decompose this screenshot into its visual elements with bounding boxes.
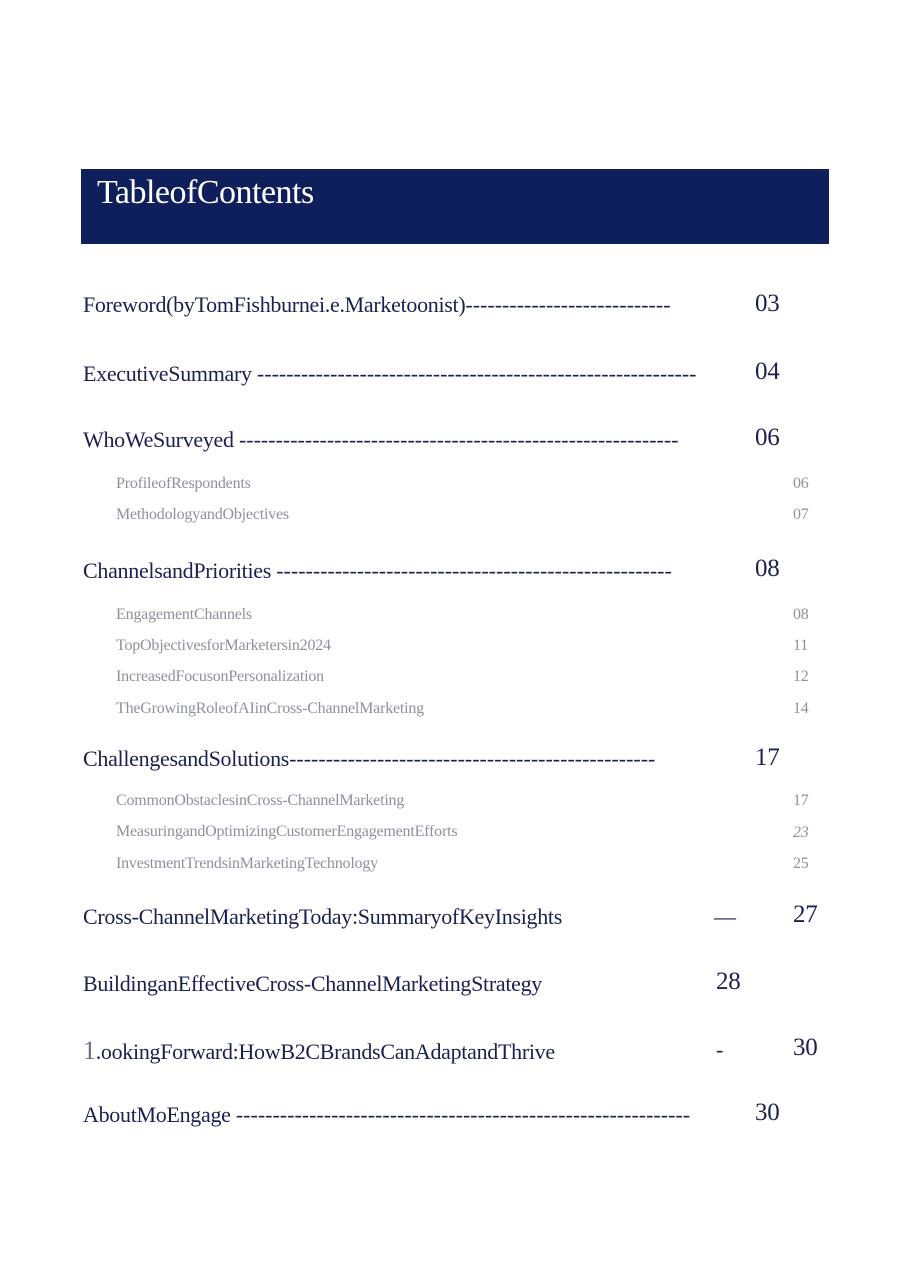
toc-subentry-title: CommonObstaclesinCross-ChannelMarketing xyxy=(116,792,405,809)
toc-entry-channels-priorities[interactable] xyxy=(83,558,672,584)
toc-subentry-page: 12 xyxy=(793,668,809,685)
toc-subentry-page: 23 xyxy=(793,824,809,841)
toc-subentry[interactable] xyxy=(116,855,378,873)
toc-entry-page: 30 xyxy=(755,1099,780,1126)
toc-entry-foreword[interactable] xyxy=(83,292,671,318)
toc-leader-dots: ------------------------------------------------------------ xyxy=(256,361,697,386)
toc-entry-about-moengage[interactable] xyxy=(83,1102,690,1128)
toc-subentry[interactable] xyxy=(116,700,424,718)
toc-subentry-title: TheGrowingRoleofAIinCross-ChannelMarketing xyxy=(116,700,424,717)
toc-entry-summary-key-insights[interactable] xyxy=(83,904,562,930)
toc-subentry[interactable] xyxy=(116,668,324,686)
toc-subentry[interactable] xyxy=(116,475,251,493)
toc-leader-dots: -------------------------------------------------------------- xyxy=(235,1102,691,1127)
toc-entry-title: Foreword(byTomFishburnei.e.Marketoonist) xyxy=(83,292,466,317)
toc-leader-dots: -------------------------------------------------- xyxy=(289,746,656,771)
page-title: TableofContents xyxy=(97,174,314,211)
toc-subentry-title: MeasuringandOptimizingCustomerEngagementEfforts xyxy=(116,823,458,840)
toc-subentry-title: InvestmentTrendsinMarketingTechnology xyxy=(116,855,378,872)
toc-entry-building-strategy[interactable] xyxy=(83,971,542,997)
toc-entry-page: 27 xyxy=(793,901,818,928)
toc-subentry[interactable] xyxy=(116,506,289,524)
toc-entry-page: 08 xyxy=(755,555,780,582)
toc-header-bar xyxy=(81,169,829,244)
toc-subentry-page: 11 xyxy=(793,637,809,654)
toc-entry-title: BuildinganEffectiveCross-ChannelMarketingStrategy xyxy=(83,971,543,996)
toc-subentry-page: 25 xyxy=(793,855,809,872)
toc-subentry[interactable] xyxy=(116,637,331,655)
toc-entry-who-we-surveyed[interactable] xyxy=(83,427,679,453)
toc-entry-challenges-solutions[interactable] xyxy=(83,746,655,772)
toc-subentry-page: 17 xyxy=(793,792,809,809)
toc-entry-executive-summary[interactable] xyxy=(83,361,697,387)
toc-subentry-page: 14 xyxy=(793,700,809,717)
toc-entry-page: 30 xyxy=(793,1034,818,1061)
toc-entry-page: 28 xyxy=(716,968,741,995)
toc-entry-page: 04 xyxy=(755,358,780,385)
toc-leader-dots: ---------------------------- xyxy=(465,292,671,317)
toc-entry-title: ExecutiveSummary xyxy=(83,361,252,386)
toc-entry-title: WhoWeSurveyed xyxy=(83,427,234,452)
toc-entry-title: AboutMoEngage xyxy=(83,1102,231,1127)
toc-subentry-page: 07 xyxy=(793,506,809,523)
toc-entry-page: 17 xyxy=(755,744,780,771)
toc-leader-dots: ------------------------------------------------------------ xyxy=(238,427,679,452)
toc-subentry-page: 08 xyxy=(793,606,809,623)
toc-entry-title: ChallengesandSolutions xyxy=(83,746,290,771)
toc-subentry-title: ProfileofRespondents xyxy=(116,475,251,492)
toc-entry-lead-char: 1 xyxy=(83,1036,96,1065)
toc-entry-title: ChannelsandPriorities xyxy=(83,558,272,583)
toc-entry-page: 03 xyxy=(755,290,780,317)
toc-leader-dots: — xyxy=(714,904,736,929)
toc-leader-dots: - xyxy=(716,1037,724,1062)
toc-entry-title: Cross-ChannelMarketingToday:SummaryofKeyInsights xyxy=(83,904,562,929)
toc-subentry-page: 06 xyxy=(793,475,809,492)
toc-entry-title: .ookingForward:HowB2CBrandsCanAdaptandThrive xyxy=(95,1039,555,1064)
toc-subentry-title: EngagementChannels xyxy=(116,606,252,623)
toc-subentry[interactable] xyxy=(116,606,252,624)
toc-subentry[interactable] xyxy=(116,823,457,841)
toc-entry-page: 06 xyxy=(755,424,780,451)
toc-subentry[interactable] xyxy=(116,792,404,810)
toc-entry-looking-forward[interactable] xyxy=(83,1036,555,1066)
toc-subentry-title: MethodologyandObjectives xyxy=(116,506,289,523)
toc-leader-dots: ------------------------------------------------------ xyxy=(276,558,672,583)
toc-subentry-title: IncreasedFocusonPersonalization xyxy=(116,668,324,685)
toc-subentry-title: TopObjectivesforMarketersin2024 xyxy=(116,637,331,654)
